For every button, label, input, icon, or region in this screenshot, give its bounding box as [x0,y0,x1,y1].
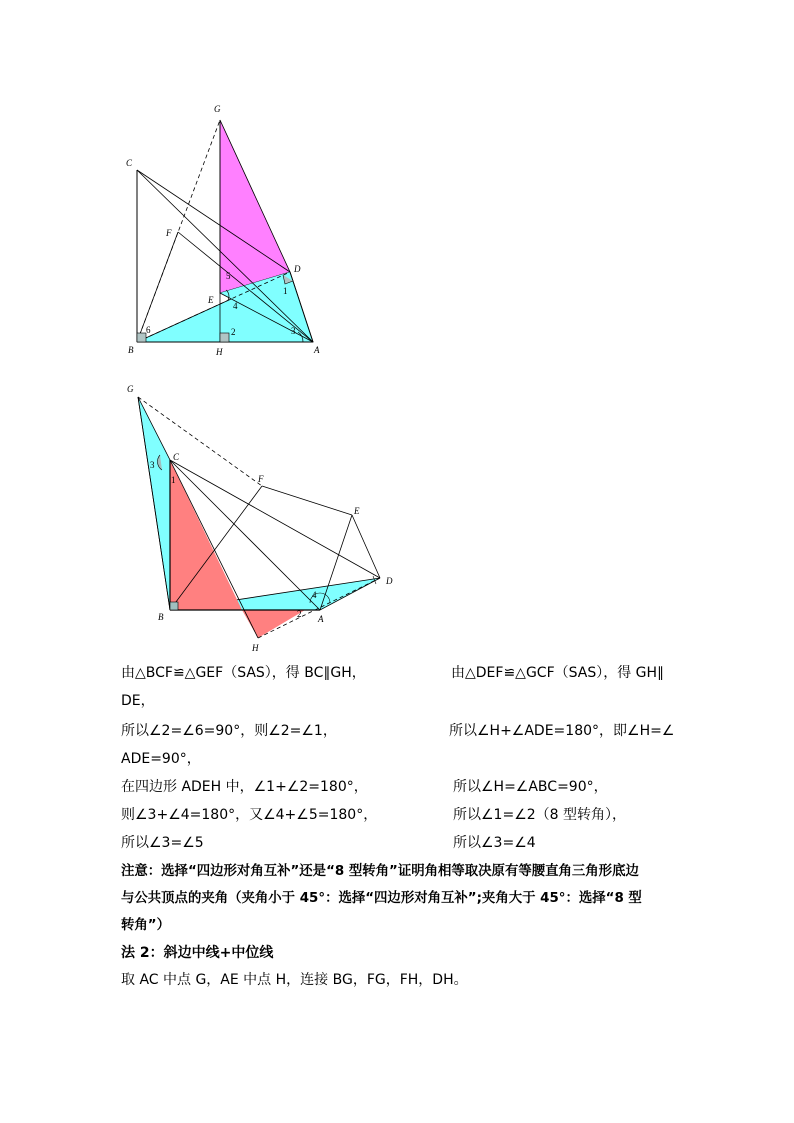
right-line-4: ADE=90°， [121,751,201,767]
method2-body: 取 AC 中点 G，AE 中点 H，连接 BG，FG，FH，DH。 [121,972,468,988]
angle2-4: 4 [312,590,317,600]
note-line-1: 注意：选择“四边形对角互补”还是“8 型转角”证明角相等取决原有等腰直角三角形底边 [121,864,639,879]
label-f: F [166,228,172,238]
label-e2: E [354,506,360,516]
left-line-4: 则∠3+∠4=180°，又∠4+∠5=180°， [121,807,378,823]
right-line-1: 由△DEF≌△GCF（SAS），得 GH∥ [451,665,665,681]
label-c2: C [173,452,180,462]
left-line-2: 所以∠2=∠6=90°，则∠2=∠1， [121,723,337,739]
label-b: B [128,345,134,355]
angle2-1: 1 [171,475,176,485]
label-f2: F [258,474,264,484]
label-c: C [126,158,133,168]
label-a2: A [318,614,324,624]
left-line-1: 由△BCF≌△GEF（SAS），得 BC∥GH， [121,665,366,681]
right-line-6: 所以∠1=∠2（8 型转角）， [453,807,627,823]
magenta-triangle [220,120,290,293]
right-line-7: 所以∠3=∠4 [453,835,536,851]
geometry-figure-2 [120,378,400,656]
angle2-3: 3 [150,460,155,470]
label-d2: D [386,576,393,586]
label-g2: G [127,384,134,394]
right-line-2: DE， [121,693,155,709]
right-line-3: 所以∠H+∠ADE=180°，即∠H=∠ [449,723,675,739]
label-e: E [208,295,214,305]
angle-5: 5 [226,271,231,281]
right-line-5: 所以∠H=∠ABC=90°， [453,779,608,795]
label-g: G [214,104,221,114]
angle2-2: 2 [297,609,302,619]
label-a: A [314,345,320,355]
angle-1: 1 [283,286,288,296]
note-line-2: 与公共顶点的夹角（夹角小于 45°：选择“四边形对角互补”;夹角大于 45°：选择“8 型 [121,891,642,906]
label-b2: B [158,612,164,622]
left-line-5: 所以∠3=∠5 [121,835,204,851]
label-h2: H [252,643,259,653]
label-h: H [216,347,223,357]
method2-title: 法 2：斜边中线+中位线 [121,945,274,961]
geometry-figure-1 [120,98,340,360]
left-line-3: 在四边形 ADEH 中，∠1+∠2=180°， [121,779,368,795]
angle-2: 2 [231,327,236,337]
angle-4: 4 [233,301,238,311]
angle-3: 3 [291,326,296,336]
label-d: D [294,264,301,274]
angle-6: 6 [146,325,151,335]
note-line-3: 转角”） [121,918,170,933]
